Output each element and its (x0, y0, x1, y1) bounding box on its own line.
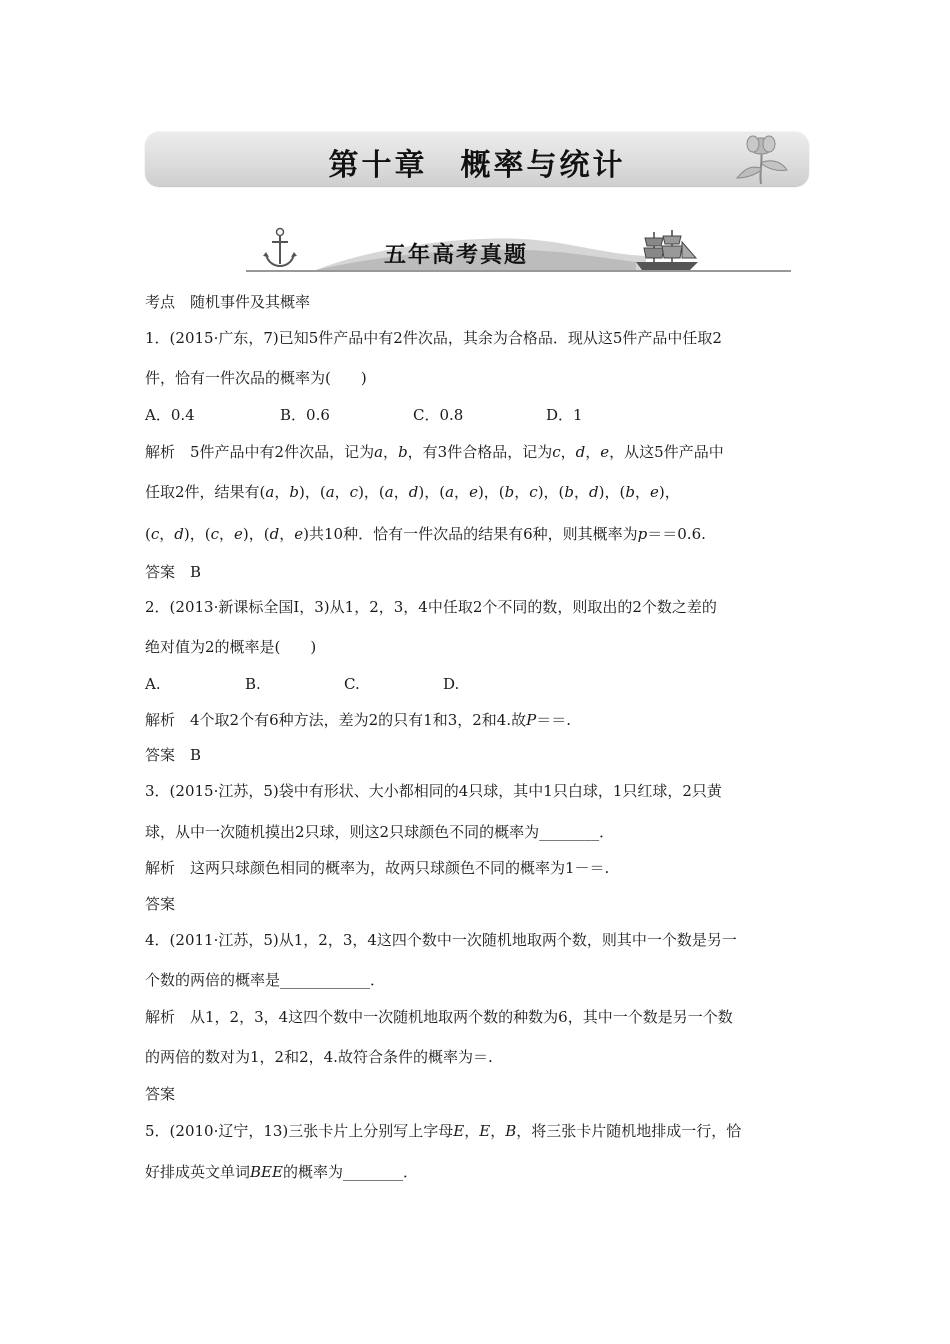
q3-answer: 答案 (145, 895, 176, 913)
q4-analysis-line1: 解析 从1，2，3，4这四个数中一次随机地取两个数的种数为6，其中一个数是另一个数 (145, 1008, 733, 1026)
flower-icon (731, 134, 791, 186)
q1-option-a: A．0.4 (145, 406, 195, 424)
q1-analysis-line3: (c，d)，(c，e)，(d，e)共10种．恰有一件次品的结果有6种，则其概率为p＝＝0.6. (145, 525, 706, 543)
q1-option-c: C．0.8 (413, 406, 464, 424)
q1-stem-line2: 件，恰有一件次品的概率为( ) (145, 369, 367, 387)
q5-stem-line2: 好排成英文单词BEE的概率为________． (145, 1163, 418, 1181)
q5-stem-line1: 5．(2010·辽宁，13)三张卡片上分别写上字母E，E，B，将三张卡片随机地排成一行，恰 (145, 1122, 742, 1140)
q2-option-c: C. (344, 675, 360, 693)
q1-stem-line1: 1．(2015·广东，7)已知5件产品中有2件次品，其余为合格品．现从这5件产品中任取2 (145, 329, 722, 347)
q4-stem-line2: 个数的两倍的概率是____________． (145, 971, 386, 989)
q3-stem-line2: 球，从中一次随机摸出2只球，则这2只球颜色不同的概率为________． (145, 823, 615, 841)
q2-stem-line1: 2．(2013·新课标全国Ⅰ，3)从1，2，3，4中任取2个不同的数，则取出的2个数之差的 (145, 598, 717, 616)
section-banner (246, 226, 791, 274)
q2-option-d: D. (443, 675, 460, 693)
q1-analysis-line1: 解析 5件产品中有2件次品，记为a，b，有3件合格品，记为c，d，e，从这5件产品中 (145, 443, 724, 461)
chapter-banner (145, 131, 809, 186)
section-title: 五年高考真题 (384, 243, 529, 268)
q2-option-b: B. (245, 675, 261, 693)
anchor-icon (260, 226, 300, 270)
q1-option-d: D．1 (546, 406, 583, 424)
q3-stem-line1: 3．(2015·江苏，5)袋中有形状、大小都相同的4只球，其中1只白球，1只红球，2只黄 (145, 782, 722, 800)
q1-analysis-line2: 任取2件，结果有(a，b)，(a，c)，(a，d)，(a，e)，(b，c)，(b，d)，(b，e)， (145, 483, 680, 501)
q3-analysis: 解析 这两只球颜色相同的概率为，故两只球颜色不同的概率为1－＝. (145, 859, 610, 877)
q1-answer: 答案 B (145, 563, 202, 581)
q4-analysis-line2: 的两倍的数对为1，2和2，4.故符合条件的概率为＝. (145, 1048, 493, 1066)
q2-stem-line2: 绝对值为2的概率是( ) (145, 638, 317, 656)
q2-option-a: A. (145, 675, 161, 693)
q2-analysis: 解析 4个取2个有6种方法，差为2的只有1和3，2和4.故P＝＝. (145, 711, 571, 729)
q2-answer: 答案 B (145, 746, 202, 764)
q4-answer: 答案 (145, 1085, 176, 1103)
chapter-title: 第十章 概率与统计 (328, 148, 626, 183)
q4-stem-line1: 4．(2011·江苏，5)从1，2，3，4这四个数中一次随机地取两个数，则其中一个数是另一 (145, 931, 737, 949)
topic-heading: 考点 随机事件及其概率 (145, 293, 311, 311)
q1-option-b: B．0.6 (280, 406, 330, 424)
sailing-ship-icon (632, 228, 702, 272)
